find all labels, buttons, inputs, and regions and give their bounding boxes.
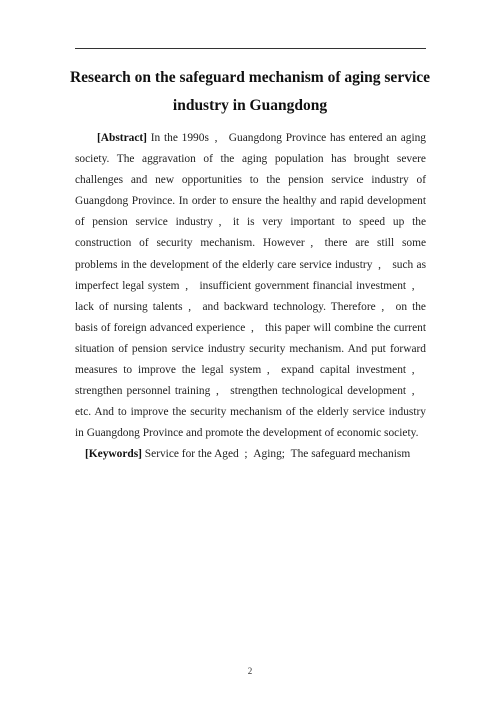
page-number: 2 xyxy=(247,666,253,676)
abstract-text: In the 1990s , Guangdong Province has entered an aging society. The aggravation of the aging population has brought severe challenges and new opportunities to the pension service industry of Guangdong Province. In order to ensure the healthy and rapid development of pension service industry , it is very important to speed up the construction of security mechanism. However , there are still some problems in the development of the elderly care service industry , such as imperfect legal system , insufficient government financial investment , lack of nursing talents , and backward technology. Therefore , on the basis of foreign advanced experience , this paper will combine the current situation of pension service industry security mechanism. And put forward measures to improve the legal system , expand capital investment , strengthen personnel training , strengthen technological development , etc. And to improve the security mechanism of the elderly service industry in Guangdong Province and promote the development of economic society. xyxy=(75,132,426,440)
abstract-block xyxy=(75,128,426,444)
abstract-label: [Abstract] xyxy=(97,132,147,144)
abstract-paragraph xyxy=(75,128,426,444)
keywords-text: Service for the Aged ; Aging; The safeguard mechanism xyxy=(141,448,411,461)
keywords-label: [Keywords] xyxy=(85,448,142,461)
document-title: Research on the safeguard mechanism of aging service industry in Guangdong xyxy=(69,69,431,114)
keywords-line xyxy=(75,444,426,465)
header-rule xyxy=(75,48,426,49)
abstract-section xyxy=(75,128,426,466)
